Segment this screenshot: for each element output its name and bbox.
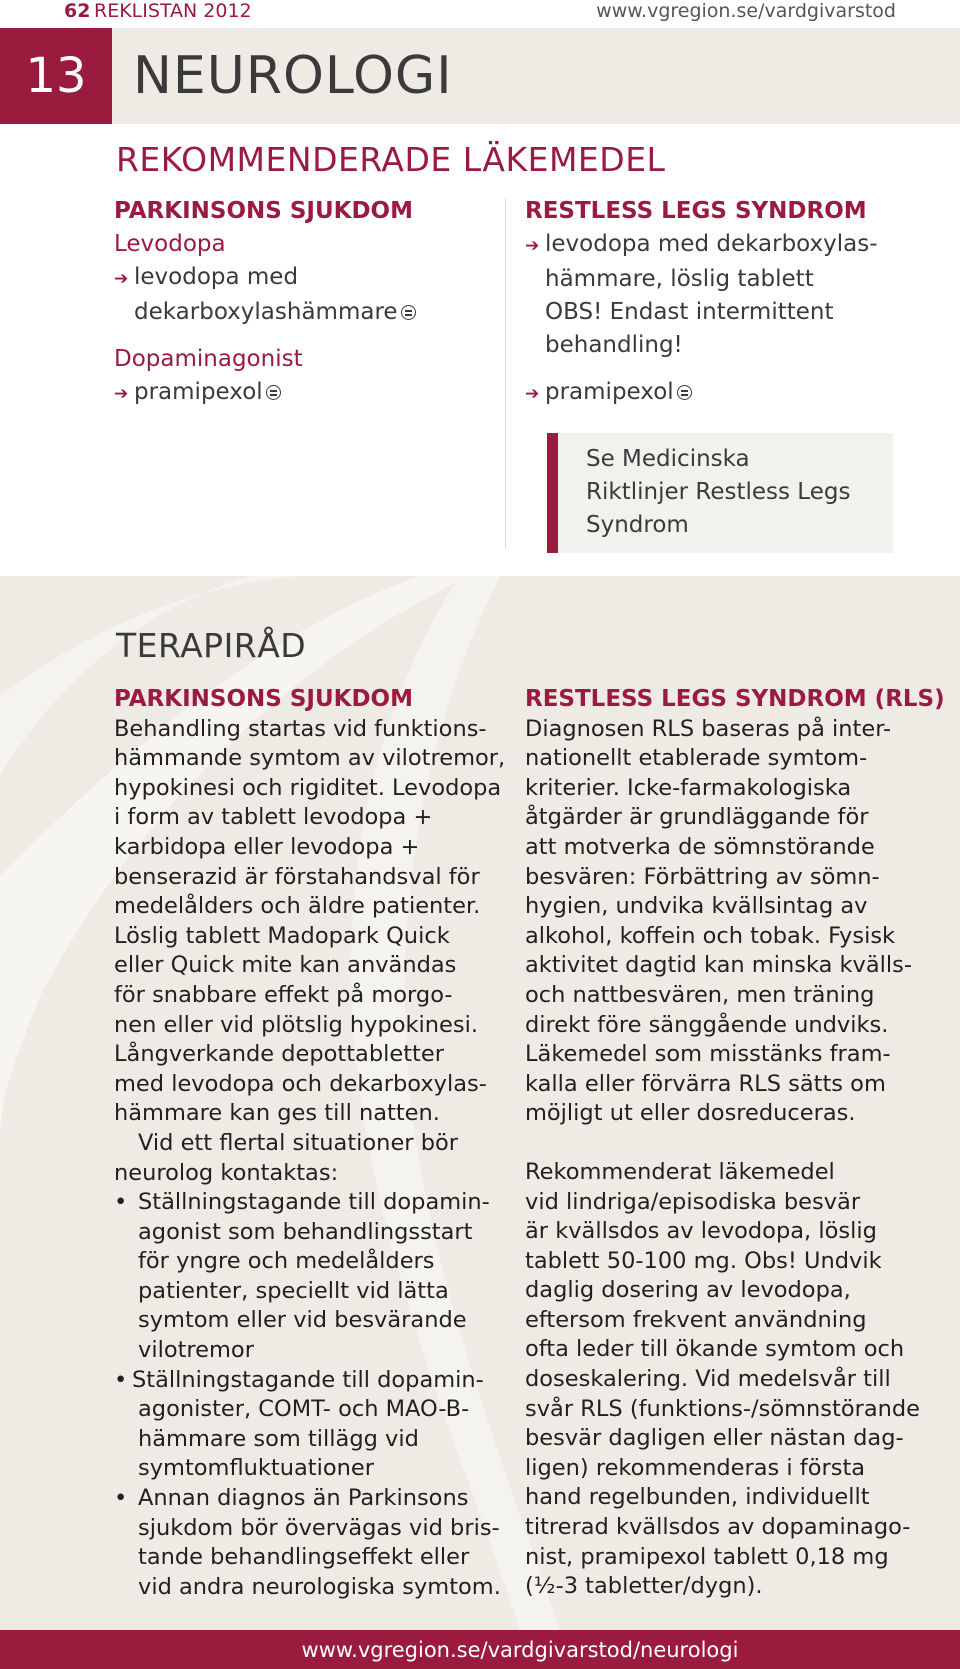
rls-advice [525,685,945,1602]
text-line: neurolog kontaktas: [114,1159,339,1186]
text-line: besvär dagligen eller nästan dag- [525,1425,904,1452]
levodopa-label: Levodopa [114,231,226,257]
page-header [0,0,960,26]
arrow-icon: ➔ [525,236,540,256]
rls-item-1: ➔ levodopa med dekarboxylas- [525,228,878,263]
arrow-icon: ➔ [114,384,129,404]
rls-item-2: ➔ pramipexol [525,376,878,411]
therapy-heading: TERAPIRÅD [116,626,307,665]
equal-circle-icon [677,385,692,400]
text-line: nen eller vid plötslig hypokinesi. [114,1011,479,1038]
text-line: kriterier. Icke-farmakologiska [525,774,852,801]
text-line: hämmare kan ges till natten. [114,1100,440,1127]
parkinson-advice-heading: PARKINSONS SJUKDOM [114,686,413,712]
text-line: nist, pramipexol tablett 0,18 mg [525,1543,889,1570]
text-line: i form av tablett levodopa + [114,804,433,831]
publication-label: REKLISTAN 2012 [94,0,252,22]
text-line: att motverka de sömnstörande [525,833,875,860]
text-line: medelålders och äldre patienter. [114,893,481,920]
recommended-drugs-heading: REKOMMENDERADE LÄKEMEDEL [116,140,666,179]
text-line: för snabbare effekt på morgo- [114,981,453,1008]
text-line: Diagnosen RLS baseras på inter- [525,715,892,742]
parkinson-heading: PARKINSONS SJUKDOM [114,198,413,224]
text-line: (½-3 tabletter/dygn). [525,1573,763,1600]
text-line: med levodopa och dekarboxylas- [114,1070,487,1097]
parkinson-recommendations [114,195,416,411]
dopaminagonist-label: Dopaminagonist [114,346,303,372]
text-line: direkt före sänggående undviks. [525,1011,889,1038]
text-line: hämmande symtom av vilotremor, [114,745,506,772]
chapter-title: NEUROLOGI [133,46,453,106]
text-line: är kvällsdos av levodopa, löslig [525,1218,877,1245]
text-line: karbidopa eller levodopa + [114,833,420,860]
callout-line: Syndrom [586,512,689,538]
text-line: Löslig tablett Madopark Quick [114,922,450,949]
text-line: ofta leder till ökande symtom och [525,1336,905,1363]
header-url[interactable]: www.vgregion.se/vardgivarstod [596,0,896,22]
rls-item-1-line: hämmare, löslig tablett [545,266,814,292]
text-line: hygien, undvika kvällsintag av [525,893,868,920]
rls-heading: RESTLESS LEGS SYNDROM [525,198,867,224]
callout-line: Se Medicinska [586,446,750,472]
rls-item-1-line: behandling! [545,332,683,358]
text-line: vid lindriga/episodiska besvär [525,1188,861,1215]
bullet-item: • Ställningstagande till dopamin- agonist som behandlingsstart för yngre och medelålders patienter, speciellt vid lätta symtom eller vid besvärande vilotremor [114,1189,490,1364]
chapter-number: 13 [0,28,112,124]
page-footer [0,1630,960,1669]
rls-item-1-line: OBS! Endast intermittent [545,299,834,325]
text-line: Rekommenderat läkemedel [525,1158,835,1185]
parkinson-advice [114,685,505,1602]
text-line: Vid ett flertal situationer bör [138,1129,458,1156]
rls-recommendations [525,195,878,411]
arrow-icon: ➔ [114,269,129,289]
bullet-icon: • [114,1366,128,1393]
text-line: kalla eller förvärra RLS sätts om [525,1070,886,1097]
bullet-icon: • [114,1189,128,1216]
text-line: hypokinesi och rigiditet. Levodopa [114,774,502,801]
text-line: doseskalering. Vid medelsvår till [525,1366,891,1393]
arrow-icon: ➔ [525,384,540,404]
text-line: alkohol, koffein och tobak. Fysisk [525,922,896,949]
footer-url[interactable]: www.vgregion.se/vardgivarstod/neurologi [301,1638,739,1662]
text-line: titrerad kvällsdos av dopaminago- [525,1514,911,1541]
levodopa-item-cont: dekarboxylashämmare [114,296,416,329]
callout-line: Riktlinjer Restless Legs [586,479,851,505]
pramipexol-item: ➔ pramipexol [114,376,416,411]
text-line: nationellt etablerade symtom- [525,745,868,772]
text-line: Långverkande depottabletter [114,1041,444,1068]
column-divider [505,198,506,548]
text-line: tablett 50-100 mg. Obs! Undvik [525,1247,882,1274]
text-line: eller Quick mite kan användas [114,952,457,979]
equal-circle-icon [266,385,281,400]
text-line: aktivitet dagtid kan minska kvälls- [525,952,912,979]
bullet-item: • Ställningstagande till dopamin- agonister, COMT- och MAO-B- hämmare som tillägg vid symtomfluktuationer [114,1366,484,1482]
text-line: och nattbesvären, men träning [525,981,875,1008]
text-line: eftersom frekvent användning [525,1306,867,1333]
text-line: Behandling startas vid funktions- [114,715,487,742]
text-line: benserazid är förstahandsval för [114,863,480,890]
text-line: möjligt ut eller dosreduceras. [525,1100,856,1127]
bullet-item: • Annan diagnos än Parkinsons sjukdom bör övervägas vid bris- tande behandlingseffekt eller vid andra neurologiska symtom. [114,1485,501,1600]
levodopa-item: ➔ levodopa med [114,261,416,296]
text-line: daglig dosering av levodopa, [525,1277,851,1304]
page-number: 62 [64,0,91,22]
text-line: besvären: Förbättring av sömn- [525,863,880,890]
text-line: Läkemedel som misstänks fram- [525,1041,891,1068]
text-line: svår RLS (funktions-/sömnstörande [525,1395,921,1422]
bullet-icon: • [114,1485,128,1512]
text-line: hand regelbunden, individuellt [525,1484,870,1511]
text-line: ligen) rekommenderas i första [525,1454,866,1481]
text-line: åtgärder är grundläggande för [525,804,869,831]
guideline-callout [547,433,893,553]
equal-circle-icon [401,305,416,320]
rls-advice-heading: RESTLESS LEGS SYNDROM (RLS) [525,686,945,712]
